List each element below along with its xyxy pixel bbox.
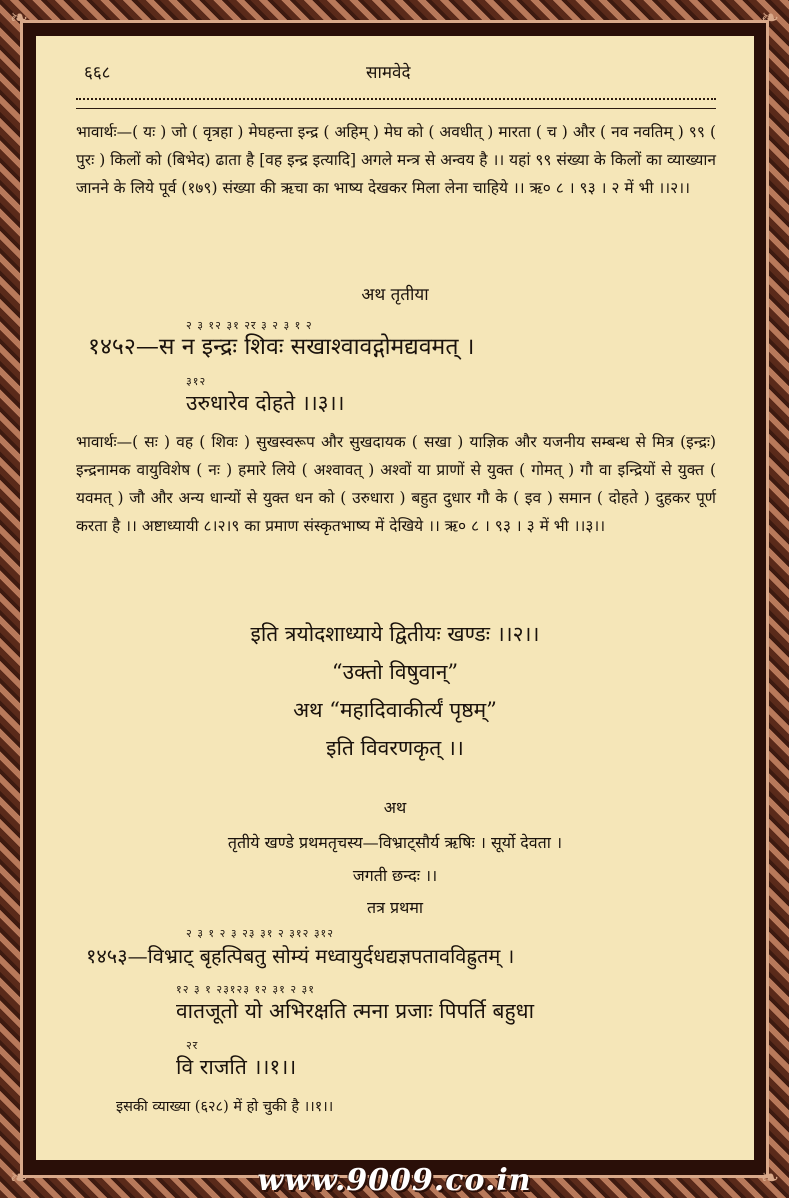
corner-ornament-icon: ❧	[9, 6, 29, 31]
header-divider	[76, 98, 716, 109]
book-page	[36, 36, 754, 1160]
colophon-line-1: इति त्रयोदशाध्याये द्वितीयः खण्डः ।।२।।	[250, 622, 540, 646]
colophon-line-3: अथ “महादिवाकीर्त्यं पृष्ठम्”	[293, 698, 497, 722]
intro-line-1: तृतीये खण्डे प्रथमतृचस्य—विभ्राट्सौर्य ऋषिः । सूर्यो देवता ।	[227, 833, 563, 852]
intro-line-3: तत्र प्रथमा	[366, 898, 424, 917]
mantra-1453-line3: वि राजति ।।१।।	[176, 1055, 297, 1079]
svara-marks: ३१२	[186, 375, 207, 388]
section-atha: अथ	[383, 798, 407, 817]
mantra-1453-line2: वातजूतो यो अभिरक्षति त्मना प्रजाः पिपर्ति बहुधा	[176, 999, 535, 1023]
site-watermark: www.9009.co.in	[257, 1163, 532, 1198]
corner-ornament-icon: ❧	[760, 1166, 780, 1191]
mantra-1452-line1: १४५२—स न इन्द्रः शिवः सखाश्वावद्गोमद्यवमत् ।	[88, 334, 475, 360]
bhavartha-paragraph-2: भावार्थः—( सः ) वह ( शिवः ) सुखस्वरूप और सुखदायक ( सखा ) याज्ञिक और यजनीय सम्बन्ध से मित्र (इन्द्रः) इन्द्रनामक वायुविशेष ( नः ) हमारे लिये ( अश्वावत् ) अश्वों या प्राणों से युक्त ( गोमत् ) गौ वा इन्द्रियों से युक्त ( यवमत् ) जौ और अन्य धान्यों से युक्त धन को ( उरुधारा ) बहुत दुधार गौ के ( इव ) समान ( दोहते ) दुहकर पूर्ण करता है ।। अष्टाध्यायी ८।२।९ का प्रमाण संस्कृतभाष्य में देखिये ।। ऋ० ८ । ९३ । ३ में भी ।।३।।	[76, 433, 716, 535]
svara-marks: २ ३ १ २ ३ २३ ३१ २ ३१२ ३१२	[186, 927, 334, 940]
intro-line-2: जगती छन्दः ।।	[352, 866, 438, 885]
corner-ornament-icon: ❧	[9, 1166, 29, 1191]
corner-ornament-icon: ❧	[760, 6, 780, 31]
colophon-line-4: इति विवरणकृत् ।।	[326, 736, 464, 760]
book-title: सामवेदे	[366, 63, 411, 83]
page-header	[36, 56, 754, 86]
colophon-line-2: “उक्तो विषुवान्”	[331, 660, 459, 684]
footnote: इसकी व्याख्या (६२८) में हो चुकी है ।।१।।	[116, 1099, 334, 1115]
svara-marks: २ ३ १२ ३१ २र ३ २ ३ १ २	[186, 319, 313, 332]
page-number: ६६८	[84, 63, 111, 83]
mantra-1453-line1: १४५३—विभ्राट् बृहत्पिबतु सोम्यं मध्वायुर्दधद्यज्ञपतावविह्रुतम् ।	[86, 944, 515, 968]
svara-marks: १२ ३ १ २३१२३ १२ ३१ २ ३१	[176, 983, 315, 996]
heading-tritiya: अथ तृतीया	[361, 285, 429, 305]
bhavartha-paragraph-1: भावार्थः—( यः ) जो ( वृत्रहा ) मेघहन्ता इन्द्र ( अहिम् ) मेघ को ( अवधीत् ) मारता ( च ) और ( नव नवतिम् ) ९९ ( पुरः ) किलों को (बिभेद) ढाता है [वह इन्द्र इत्यादि] अगले मन्त्र से अन्वय है ।। यहां ९९ संख्या के किलों का व्याख्यान जानने के लिये पूर्व (१७९) संख्या की ऋचा का भाष्य देखकर मिला लेना चाहिये ।। ऋ० ८ । ९३ । २ में भी ।।२।।	[76, 123, 716, 197]
mantra-1452-line2: उरुधारेव दोहते ।।३।।	[186, 391, 345, 415]
svara-marks: २र	[186, 1039, 199, 1052]
